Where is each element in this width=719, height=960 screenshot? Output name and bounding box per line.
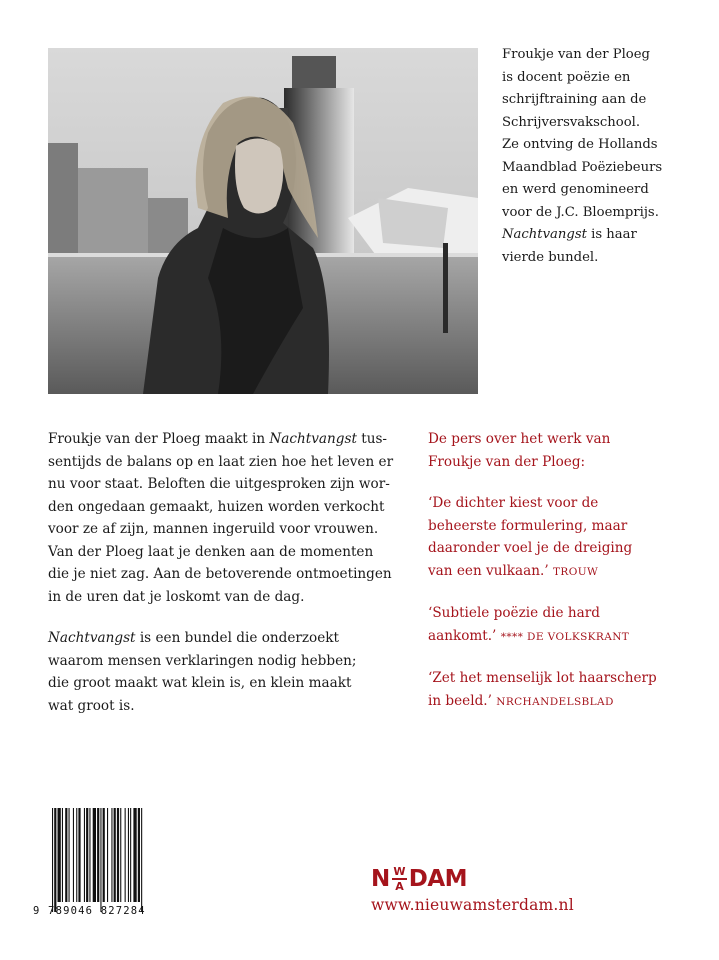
barcode-bar [62, 808, 63, 902]
barcode-bar [117, 808, 119, 902]
bio-text: is haar [586, 227, 637, 242]
blurb-text: tus- [356, 431, 388, 447]
blurb-text: Froukje van der Ploeg maakt in [48, 431, 270, 447]
press-quote-3 [428, 667, 698, 713]
blurb-text: den ongedaan gemaakt, huizen worden verkocht [48, 498, 385, 515]
book-title: Nachtvangst [48, 630, 136, 646]
quote-text: daaronder voel je de dreiging [428, 540, 633, 556]
logo-stacked-letters [391, 866, 408, 892]
barcode-bars [50, 808, 180, 912]
barcode-bar [141, 808, 142, 912]
book-title: Nachtvangst [502, 227, 587, 242]
quote-text: aankomt.’ [428, 627, 501, 644]
barcode-bar [100, 808, 101, 912]
blurb-text: sentijds de balans op en laat zien hoe het leven er [48, 453, 394, 470]
quote-text: ‘Zet het menselijk lot haarscherp [428, 670, 657, 686]
blurb-text: Van der Ploeg laat je denken aan de momenten [48, 543, 374, 560]
blurb-text: voor ze af zijn, mannen ingeruild voor vrouwen. [48, 521, 379, 537]
quote-text: van een vulkaan.’ [428, 562, 553, 579]
press-quote-2 [428, 602, 698, 648]
barcode-bar [86, 808, 88, 902]
author-photo [48, 48, 478, 394]
barcode-bar [65, 808, 67, 902]
blurb-text: nu voor staat. Beloften die uitgesproken zijn wor- [48, 476, 390, 492]
quote-rating: **** [500, 630, 524, 643]
barcode-bar [89, 808, 90, 902]
bio-line: schrijftraining aan de [502, 92, 647, 107]
barcode-bar [97, 808, 99, 902]
quote-text: ‘Subtiele poëzie die hard [428, 605, 600, 621]
barcode-bar [103, 808, 105, 902]
book-blurb [48, 428, 408, 736]
barcode-bar [138, 808, 140, 902]
blurb-paragraph-2 [48, 627, 408, 717]
blurb-text: waarom mensen verklaringen nodig hebben; [48, 652, 357, 669]
blurb-paragraph-1 [48, 428, 408, 608]
publisher-url[interactable]: www.nieuwamsterdam.nl [371, 896, 574, 914]
bio-line: is docent poëzie en [502, 69, 631, 85]
quote-source: NRCHANDELSBLAD [496, 695, 614, 708]
barcode-bar [107, 808, 108, 902]
blurb-text: in de uren dat je loskomt van de dag. [48, 588, 305, 605]
press-quotes [428, 428, 698, 732]
blurb-text: die je niet zag. Aan de betoverende ontmoetingen [48, 566, 392, 582]
barcode-bar [133, 808, 136, 902]
quote-text: ‘De dichter kiest voor de [428, 495, 599, 511]
bio-line: Maandblad Poëziebeurs [502, 159, 663, 175]
quote-text: in beeld.’ [428, 692, 497, 709]
barcode-bar [78, 808, 80, 902]
barcode-bar [130, 808, 131, 902]
author-portrait-image [48, 48, 478, 394]
barcode-bar [73, 808, 74, 902]
blurb-text: wat groot is. [48, 697, 135, 714]
bio-line: Ze ontving de Hollands [502, 137, 658, 152]
bio-line: en werd genomineerd [502, 182, 649, 197]
barcode-bar [52, 808, 53, 912]
barcode-bar [69, 808, 70, 902]
logo-letter-bottom: A [395, 880, 404, 893]
barcode-bar [128, 808, 129, 902]
author-bio [502, 44, 707, 269]
logo-letters: DAM [408, 866, 468, 892]
barcode-bar [120, 808, 121, 902]
barcode-bar [125, 808, 126, 902]
press-intro-line: Froukje van der Ploeg: [428, 453, 586, 470]
press-intro-line: De pers over het werk van [428, 431, 611, 447]
press-quote-1 [428, 492, 698, 583]
barcode-bar [114, 808, 116, 902]
bio-line [502, 224, 707, 247]
quote-source: TROUW [552, 565, 599, 578]
barcode-bar [76, 808, 77, 902]
bio-line: vierde bundel. [502, 249, 599, 265]
bio-line: Schrijversvakschool. [502, 114, 641, 130]
blurb-text: is een bundel die onderzoekt [135, 630, 339, 646]
isbn-number: 9 789046 827284 [33, 905, 146, 917]
logo-letter: N [371, 866, 390, 892]
barcode-bar [54, 808, 56, 912]
publisher-logo [371, 865, 467, 893]
barcode-bar [58, 808, 61, 902]
blurb-text: die groot maakt wat klein is, en klein maakt [48, 675, 352, 691]
book-title: Nachtvangst [269, 431, 357, 447]
quote-source: DE VOLKSKRANT [523, 630, 630, 643]
bio-line: Froukje van der Ploeg [502, 47, 650, 62]
press-intro [428, 428, 698, 473]
quote-text: beheerste formulering, maar [428, 517, 628, 534]
barcode-bar [93, 808, 96, 902]
barcode-bar [84, 808, 85, 902]
bio-line: voor de J.C. Bloemprijs. [502, 204, 659, 220]
logo-letter-top: W [393, 865, 406, 878]
barcode-bar [111, 808, 112, 902]
